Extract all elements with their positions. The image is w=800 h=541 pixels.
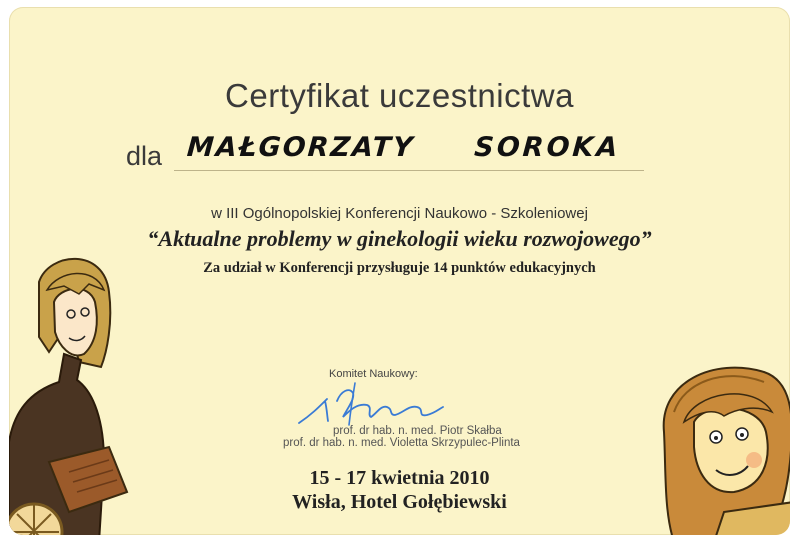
name-underline	[174, 170, 644, 171]
cartoon-girl-right-illustration	[654, 352, 790, 535]
signature-name-2: prof. dr hab. n. med. Violetta Skrzypulec-Plinta	[283, 437, 520, 449]
recipient-last-name: SOROKA	[473, 132, 622, 163]
points-text: Za udział w Konferencji przysługuje 14 punktów edukacyjnych	[203, 260, 596, 276]
event-dates: 15 - 17 kwietnia 2010	[309, 467, 490, 489]
recipient-first-name: MAŁGORZATY	[185, 132, 416, 163]
committee-label: Komitet Naukowy:	[329, 368, 418, 380]
conference-subtitle: w III Ogólnopolskiej Konferencji Naukowo - Szkoleniowej	[211, 205, 588, 222]
certificate-paper	[9, 7, 790, 535]
signature-scribble	[297, 379, 447, 429]
event-venue: Wisła, Hotel Gołębiewski	[292, 491, 507, 513]
dla-label: dla	[126, 141, 163, 171]
signature-name-1: prof. dr hab. n. med. Piotr Skałba	[333, 425, 502, 437]
cartoon-girl-left-illustration	[9, 242, 149, 535]
conference-title: “Aktualne problemy w ginekologii wieku rozwojowego”	[147, 226, 652, 251]
certificate-title: Certyfikat uczestnictwa	[225, 77, 574, 114]
recipient-name	[186, 132, 621, 163]
